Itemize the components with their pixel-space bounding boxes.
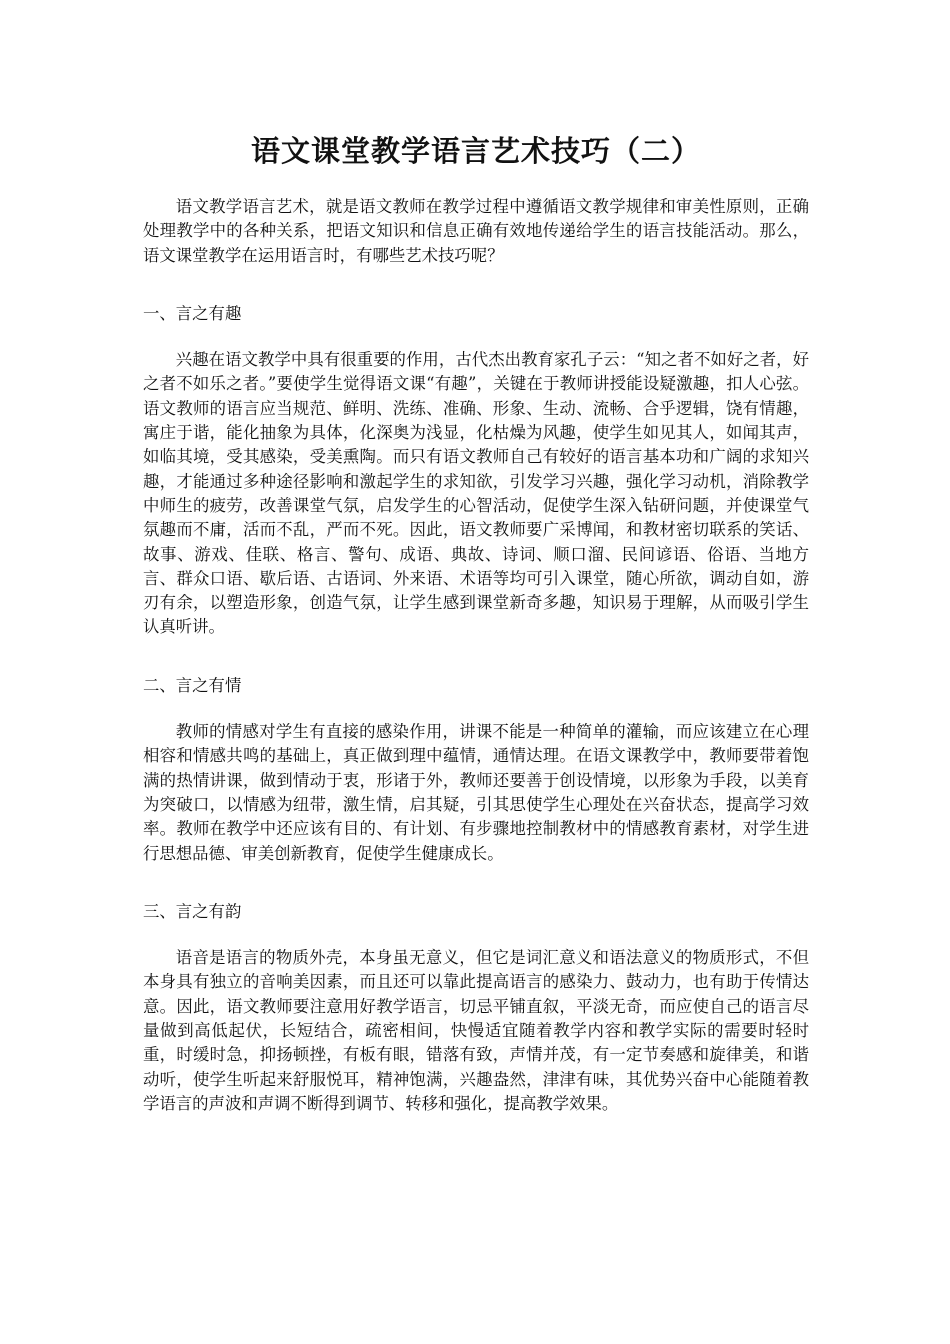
page-title: 语文课堂教学语言艺术技巧（二） — [250, 134, 701, 168]
section-heading-interest: 一、言之有趣 — [143, 303, 242, 323]
section-paragraph-interest: 兴趣在语文教学中具有很重要的作用，古代杰出教育家孔子云：“知之者不如好之者，好之者不如乐之者。”要使学生觉得语文课“有趣”，关键在于教师讲授能设疑激趣，扣人心弦。语文教师的语言应当规范、鲜明、洗练、准确、形象、生动、流畅、合乎逻辑，饶有情趣，寓庄于谐，能化抽象为具体，化深奥为浅显，化枯燥为风趣，使学生如见其人，如闻其声，如临其境，受其感染，受美熏陶。而只有语文教师自己有较好的语言基本功和广阔的求知兴趣，才能通过多种途径影响和激起学生的求知欲，引发学习兴趣，强化学习动机，消除教学中师生的疲劳，改善课堂气氛，启发学生的心智活动，促使学生深入钻研问题，并使课堂气氛趣而不庸，活而不乱，严而不死。因此，语文教师要广采博闻，和教材密切联系的笑话、故事、游戏、佳联、格言、警句、成语、典故、诗词、顺口溜、民间谚语、俗语、当地方言、群众口语、歇后语、古语词、外来语、术语等均可引入课堂，随心所欲，调动自如，游刃有余，以塑造形象，创造气氛，让学生感到课堂新奇多趣，知识易于理解，从而吸引学生认真听讲。 — [143, 350, 809, 637]
section-paragraph-rhythm: 语音是语言的物质外壳，本身虽无意义，但它是词汇意义和语法意义的物质形式，不但本身具有独立的音响美因素，而且还可以靠此提高语言的感染力、鼓动力，也有助于传情达意。因此，语文教师要注意用好教学语言，切忌平铺直叙，平淡无奇，而应使自己的语言尽量做到高低起伏，长短结合，疏密相间，快慢适宜随着教学内容和教学实际的需要时轻时重，时缓时急，抑扬顿挫，有板有眼，错落有致，声情并茂，有一定节奏感和旋律美，和谐动听，使学生听起来舒服悦耳，精神饱满，兴趣盎然，津津有味，其优势兴奋中心能随着教学语言的声波和声调不断得到调节、转移和强化，提高教学效果。 — [143, 948, 809, 1113]
document-body — [143, 195, 809, 1116]
intro-paragraph: 语文教学语言艺术，就是语文教师在教学过程中遵循语文教学规律和审美性原则，正确处理教学中的各种关系，把语文知识和信息正确有效地传递给学生的语言技能活动。那么，语文课堂教学在运用语言时，有哪些艺术技巧呢？ — [143, 197, 809, 265]
section-paragraph-emotion: 教师的情感对学生有直接的感染作用，讲课不能是一种简单的灌输，而应该建立在心理相容和情感共鸣的基础上，真正做到理中蕴情，通情达理。在语文课教学中，教师要带着饱满的热情讲课，做到情动于衷，形诸于外，教师还要善于创设情境，以形象为手段，以美育为突破口，以情感为纽带，激生情，启其疑，引其思使学生心理处在兴奋状态，提高学习效率。教师在教学中还应该有目的、有计划、有步骤地控制教材中的情感教育素材，对学生进行思想品德、审美创新教育，促使学生健康成长。 — [143, 722, 809, 863]
section-heading-emotion: 二、言之有情 — [143, 675, 242, 695]
section-heading-rhythm: 三、言之有韵 — [143, 901, 242, 921]
